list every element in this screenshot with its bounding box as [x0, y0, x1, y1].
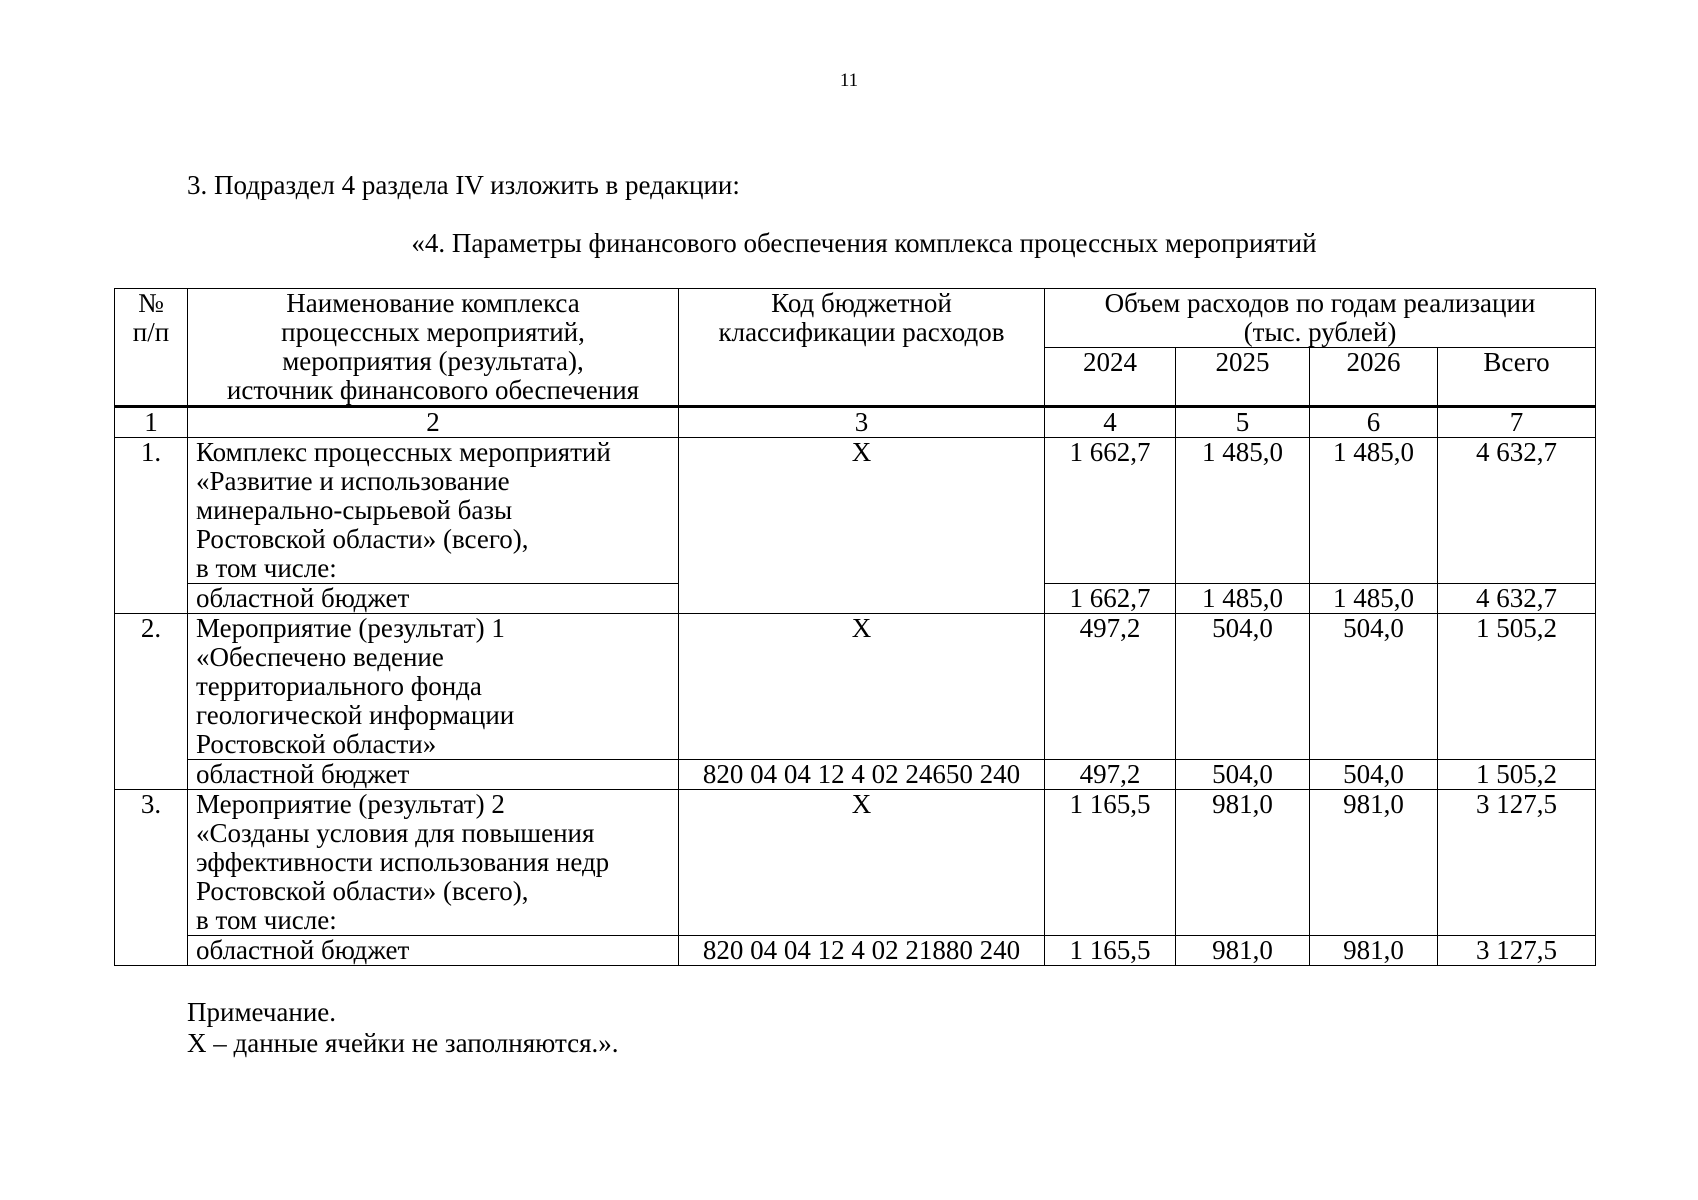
column-number: 3 — [679, 407, 1045, 438]
header-year-2025: 2025 — [1176, 348, 1310, 407]
header-code: Код бюджетной классификации расходов — [679, 289, 1045, 407]
value-total: 1 505,2 — [1438, 760, 1596, 790]
value-2026: 504,0 — [1310, 614, 1438, 760]
column-number: 7 — [1438, 407, 1596, 438]
financing-table — [114, 288, 1596, 966]
row-code: X — [679, 790, 1045, 936]
row-name: Мероприятие (результат) 1 «Обеспечено ведение территориального фонда геологической информации Ростовской области» — [188, 614, 679, 760]
value-2025: 504,0 — [1176, 614, 1310, 760]
row-number: 2. — [115, 614, 188, 790]
row-number: 3. — [115, 790, 188, 966]
row-code: 820 04 04 12 4 02 24650 240 — [679, 760, 1045, 790]
note-title: Примечание. — [187, 997, 337, 1027]
value-2026: 1 485,0 — [1310, 438, 1438, 584]
row-name: Комплекс процессных мероприятий «Развитие и использование минерально-сырьевой базы Ростовской области» (всего), в том числе: — [188, 438, 679, 584]
row-source: областной бюджет — [188, 584, 679, 614]
row-code: 820 04 04 12 4 02 21880 240 — [679, 936, 1045, 966]
column-number: 1 — [115, 407, 188, 438]
column-number: 2 — [188, 407, 679, 438]
value-2024: 1 662,7 — [1045, 584, 1176, 614]
note — [187, 997, 619, 1059]
header-name: Наименование комплекса процессных мероприятий, мероприятия (результата), источник финансового обеспечения — [188, 289, 679, 407]
value-2026: 981,0 — [1310, 936, 1438, 966]
table-row — [115, 614, 1596, 760]
value-2025: 981,0 — [1176, 936, 1310, 966]
row-number: 1. — [115, 438, 188, 614]
header-volume: Объем расходов по годам реализации (тыс. рублей) — [1045, 289, 1596, 348]
note-text: X – данные ячейки не заполняются.». — [187, 1028, 619, 1058]
value-2024: 497,2 — [1045, 614, 1176, 760]
column-number: 6 — [1310, 407, 1438, 438]
value-2026: 1 485,0 — [1310, 584, 1438, 614]
column-number: 5 — [1176, 407, 1310, 438]
value-2024: 497,2 — [1045, 760, 1176, 790]
value-total: 4 632,7 — [1438, 584, 1596, 614]
header-year-2024: 2024 — [1045, 348, 1176, 407]
table-title: «4. Параметры финансового обеспечения комплекса процессных мероприятий — [411, 228, 1317, 258]
row-source: областной бюджет — [188, 760, 679, 790]
header-total: Всего — [1438, 348, 1596, 407]
value-total: 4 632,7 — [1438, 438, 1596, 584]
value-2026: 981,0 — [1310, 790, 1438, 936]
row-source: областной бюджет — [188, 936, 679, 966]
header-year-2026: 2026 — [1310, 348, 1438, 407]
value-total: 1 505,2 — [1438, 614, 1596, 760]
column-number: 4 — [1045, 407, 1176, 438]
table-row — [115, 438, 1596, 584]
value-2025: 981,0 — [1176, 790, 1310, 936]
table-row — [115, 936, 1596, 966]
value-2024: 1 165,5 — [1045, 936, 1176, 966]
value-2024: 1 165,5 — [1045, 790, 1176, 936]
value-total: 3 127,5 — [1438, 790, 1596, 936]
page-number: 11 — [839, 70, 859, 91]
value-2025: 1 485,0 — [1176, 584, 1310, 614]
row-code: X — [679, 614, 1045, 760]
intro-text: 3. Подраздел 4 раздела IV изложить в редакции: — [187, 170, 740, 200]
table-row — [115, 760, 1596, 790]
column-numbers-row — [115, 407, 1596, 438]
row-name: Мероприятие (результат) 2 «Созданы условия для повышения эффективности использования недр Ростовской области» (всего), в том числе: — [188, 790, 679, 936]
value-2026: 504,0 — [1310, 760, 1438, 790]
value-2025: 504,0 — [1176, 760, 1310, 790]
value-total: 3 127,5 — [1438, 936, 1596, 966]
value-2025: 1 485,0 — [1176, 438, 1310, 584]
table-row — [115, 790, 1596, 936]
row-code: X — [679, 438, 1045, 614]
header-num: № п/п — [115, 289, 188, 407]
value-2024: 1 662,7 — [1045, 438, 1176, 584]
